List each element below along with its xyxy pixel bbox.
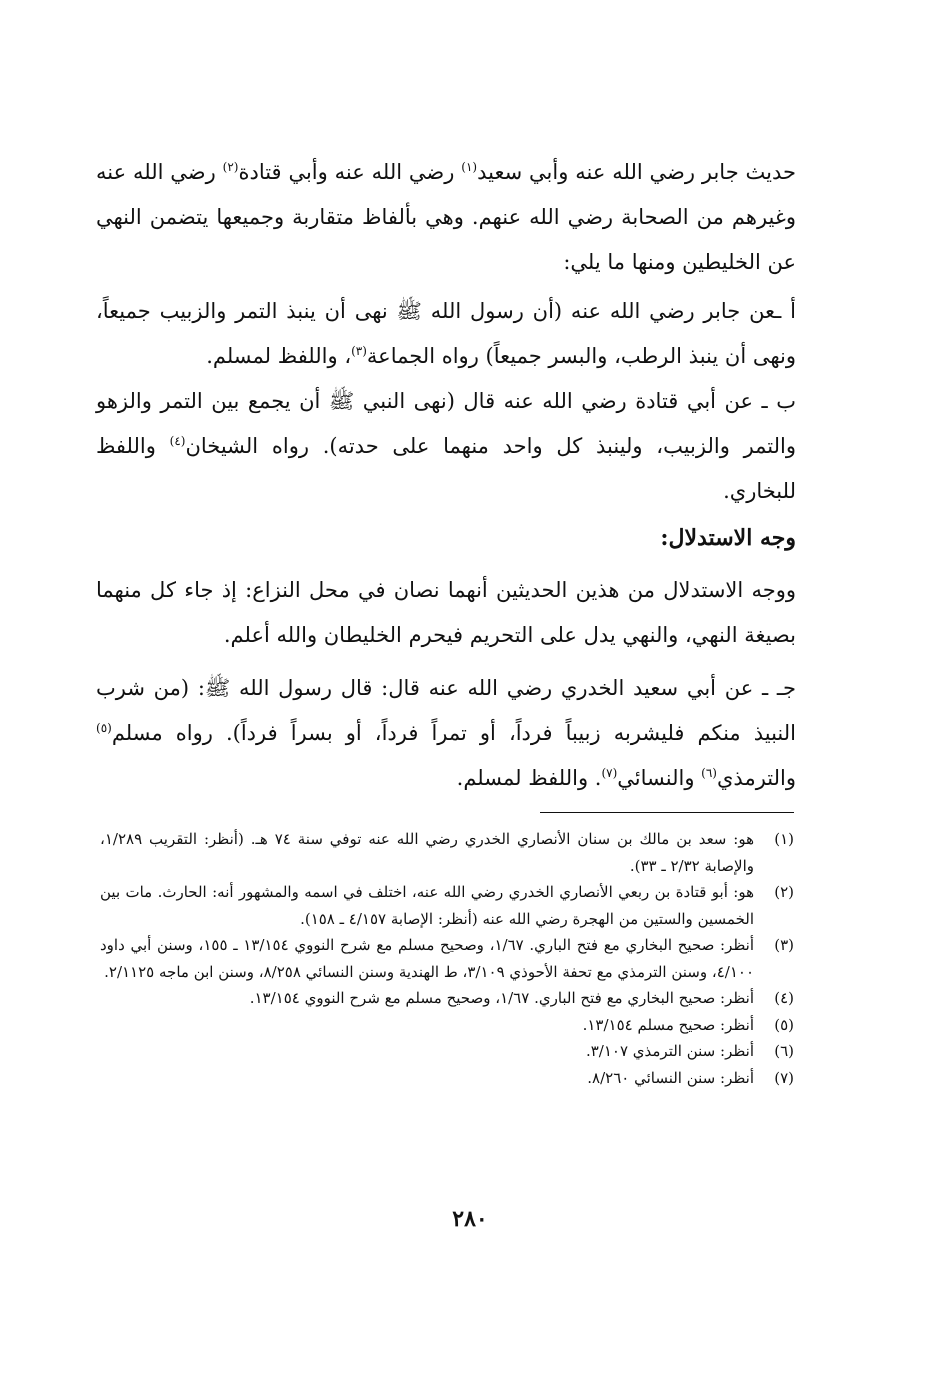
- footnote-text: أنظر: صحيح مسلم ١٣/١٥٤.: [582, 1015, 754, 1034]
- footnote-text: أنظر: صحيح البخاري مع فتح الباري. ١/٦٧، وصحيح مسلم مع شرح النووي ١٣/١٥٤ ـ ١٥٥، وسنن أبي داود ٤/١٠٠، وسنن الترمذي مع تحفة الأحوذي ٣/١٠٩، ط الهندية وسنن النسائي ٨/٢٥٨، وسنن ابن ماجه ٢/١١٢٥.: [100, 936, 754, 981]
- footnote-text: أنظر: صحيح البخاري مع فتح الباري. ١/٦٧، وصحيح مسلم مع شرح النووي ١٣/١٥٤.: [249, 989, 754, 1007]
- footnotes: [100, 826, 794, 1091]
- item-c-text-1: جـ ـ عن أبي سعيد الخدري رضي الله عنه قال: قال رسول الله ﷺ: (من شرب النبيذ منكم فليشربه زبيباً فرداً، أو تمراً فرداً، أو بسراً فرداً). رواه مسلم: [96, 676, 796, 745]
- item-a-text-2: ، واللفظ لمسلم.: [206, 344, 352, 368]
- item-b-text-2: واللفظ للبخاري.: [96, 434, 796, 503]
- item-c-text-3: والنسائي: [617, 766, 702, 790]
- hadith-item-b: [96, 379, 796, 514]
- footnote-number: (٤): [774, 989, 794, 1007]
- item-b-text-1: ب ـ عن أبي قتادة رضي الله عنه قال (نهى النبي ﷺ أن يجمع بين التمر والزهو والتمر والزبيب، ولينبذ كل واحد منهما على حدته). رواه الشيخان: [96, 389, 797, 458]
- intro-paragraph: [96, 150, 796, 285]
- footnote-item: [100, 1012, 794, 1039]
- footnote-text: أنظر: سنن الترمذي ٣/١٠٧.: [585, 1042, 754, 1060]
- footnote-text: أنظر: سنن النسائي ٨/٢٦٠.: [587, 1068, 754, 1087]
- intro-text-1: حديث جابر رضي الله عنه وأبي سعيد: [477, 160, 797, 184]
- hadith-item-c: [96, 666, 796, 801]
- footnote-ref-1: (١): [461, 160, 478, 174]
- footnote-number: (٣): [774, 936, 794, 954]
- intro-text-2: رضي الله عنه وأبي قتادة: [238, 160, 462, 184]
- footnote-number: (٢): [774, 883, 794, 901]
- section-heading: وجه الاستدلال:: [660, 525, 796, 551]
- footnote-number: (٥): [774, 1015, 794, 1034]
- footnote-ref-7: (٧): [601, 766, 618, 780]
- footnote-item: [100, 879, 794, 932]
- intro-text-3: رضي الله عنه وغيرهم من الصحابة رضي الله عنهم. وهي بألفاظ متقاربة وجميعها يتضمن النهي عن الخليطين ومنها ما يلي:: [96, 160, 796, 274]
- footnote-ref-3: (٣): [351, 344, 367, 358]
- footnote-ref-5: (٥): [96, 721, 112, 735]
- footnote-item: [100, 1038, 794, 1065]
- hadith-item-a: [96, 289, 796, 379]
- footnote-ref-2: (٢): [222, 160, 239, 174]
- item-c-text-2: والترمذي: [716, 766, 796, 790]
- footnote-item: [100, 826, 794, 879]
- footnote-text: هو: سعد بن مالك بن سنان الأنصاري الخدري رضي الله عنه توفي سنة ٧٤ هـ. (أنظر: التقريب ١/٢٨٩، والإصابة ٢/٣٢ ـ ٣٣).: [100, 830, 754, 875]
- footnote-item: [100, 985, 794, 1012]
- main-text: [96, 150, 796, 801]
- inference-paragraph: ووجه الاستدلال من هذين الحديثين أنهما نصان في محل النزاع: إذ جاء كل منهما بصيغة النهي، والنهي يدل على التحريم فيحرم الخليطان والله أعلم.: [96, 578, 796, 647]
- footnote-item: [100, 932, 794, 985]
- footnote-ref-6: (٦): [701, 766, 717, 780]
- footnote-item: [100, 1065, 794, 1092]
- item-a-text-1: أ ـعن جابر رضي الله عنه (أن رسول الله ﷺ نهى أن ينبذ التمر والزبيب جميعاً، ونهى أن ينبذ الرطب، والبسر جميعاً) رواه الجماعة: [96, 299, 796, 368]
- page-number: ٢٨٠: [452, 1206, 488, 1232]
- footnote-number: (١): [774, 830, 794, 848]
- footnote-separator: [540, 812, 794, 813]
- footnote-number: (٦): [774, 1042, 794, 1060]
- footnote-number: (٧): [774, 1068, 794, 1087]
- footnote-text: هو: أبو قتادة بن ربعي الأنصاري الخدري رضي الله عنه، اختلف في اسمه والمشهور أنه: الحارث. مات بين الخمسين والستين من الهجرة رضي الله عنه (أنظر: الإصابة ٤/١٥٧ ـ ١٥٨).: [100, 883, 754, 928]
- footnote-ref-4: (٤): [169, 434, 186, 448]
- item-c-text-4: . واللفظ لمسلم.: [456, 766, 602, 790]
